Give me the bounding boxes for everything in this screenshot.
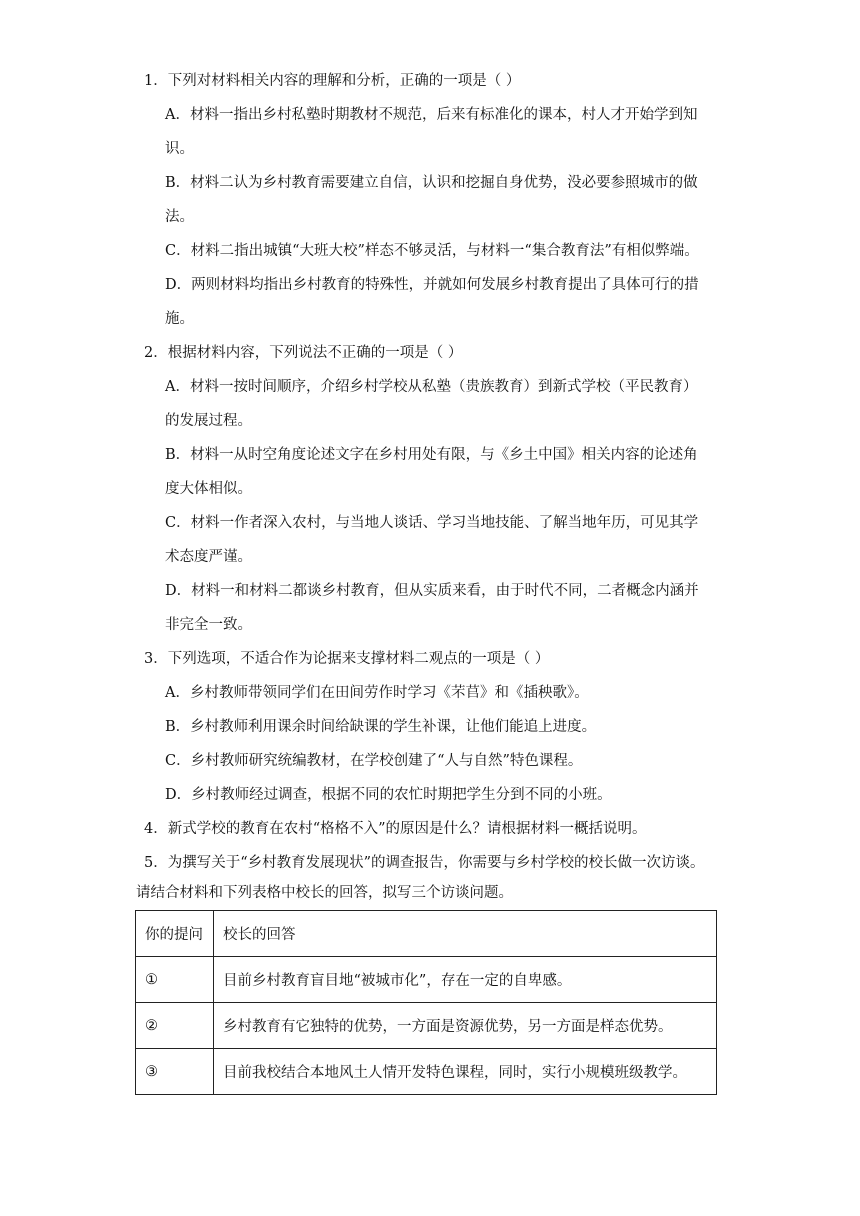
interview-table <box>135 910 717 1095</box>
question-3-option-c: C．乡村教师研究统编教材，在学校创建了“人与自然”特色课程。 <box>165 753 583 769</box>
question-3-stem: 3．下列选项，不适合作为论据来支撑材料二观点的一项是（ ） <box>144 651 550 667</box>
table-row <box>136 957 717 1003</box>
question-1-option-c: C．材料二指出城镇“大班大校”样态不够灵活，与材料一“集合教育法”有相似弊端。 <box>165 243 699 259</box>
question-2-stem: 2．根据材料内容，下列说法不正确的一项是（ ） <box>144 345 463 361</box>
question-3-option-a: A．乡村教师带领同学们在田间劳作时学习《芣苢》和《插秧歌》。 <box>165 685 589 701</box>
question-2-option-b: B．材料一从时空角度论述文字在乡村用处有限，与《乡土中国》相关内容的论述角 度大体相似。 <box>165 447 698 497</box>
question-1-option-b: B．材料二认为乡村教育需要建立自信，认识和挖掘自身优势，没必要参照城市的做 法。 <box>165 175 698 225</box>
question-2-option-d: D．材料一和材料二都谈乡村教育，但从实质来看，由于时代不同，二者概念内涵并 非完全一致。 <box>165 583 699 633</box>
table-header-answer: 校长的回答 <box>214 911 717 957</box>
question-5-stem: 5．为撰写关于“乡村教育发展现状”的调查报告，你需要与乡村学校的校长做一次访谈。 <box>144 855 705 871</box>
question-5-stem-continued: 请结合材料和下列表格中校长的回答，拟写三个访谈问题。 <box>136 885 513 901</box>
table-header-question: 你的提问 <box>136 911 214 957</box>
question-1-option-a: A．材料一指出乡村私塾时期教材不规范，后来有标准化的课本，村人才开始学到知 识。 <box>165 107 698 157</box>
question-1-option-d: D．两则材料均指出乡村教育的特殊性，并就如何发展乡村教育提出了具体可行的措 施。 <box>165 277 699 327</box>
table-cell-answer: 目前乡村教育盲目地“被城市化”，存在一定的自卑感。 <box>214 957 717 1003</box>
table-cell-answer: 目前我校结合本地风土人情开发特色课程，同时，实行小规模班级教学。 <box>214 1049 717 1095</box>
question-4-stem: 4．新式学校的教育在农村“格格不入”的原因是什么？请根据材料一概括说明。 <box>144 821 647 837</box>
question-3-option-d: D．乡村教师经过调查，根据不同的农忙时期把学生分到不同的小班。 <box>165 787 612 803</box>
question-1-stem: 1．下列对材料相关内容的理解和分析，正确的一项是（ ） <box>144 73 521 89</box>
table-row <box>136 1003 717 1049</box>
table-header-row <box>136 911 717 957</box>
table-cell-number: ③ <box>136 1049 214 1095</box>
table-cell-answer: 乡村教育有它独特的优势，一方面是资源优势，另一方面是样态优势。 <box>214 1003 717 1049</box>
question-3-option-b: B．乡村教师利用课余时间给缺课的学生补课，让他们能追上进度。 <box>165 719 597 735</box>
table-cell-number: ② <box>136 1003 214 1049</box>
table-cell-number: ① <box>136 957 214 1003</box>
table-row <box>136 1049 717 1095</box>
question-2-option-a: A．材料一按时间顺序，介绍乡村学校从私塾（贵族教育）到新式学校（平民教育） 的发展过程。 <box>165 379 698 429</box>
question-2-option-c: C．材料一作者深入农村，与当地人谈话、学习当地技能、了解当地年历，可见其学 术态度严谨。 <box>165 515 699 565</box>
